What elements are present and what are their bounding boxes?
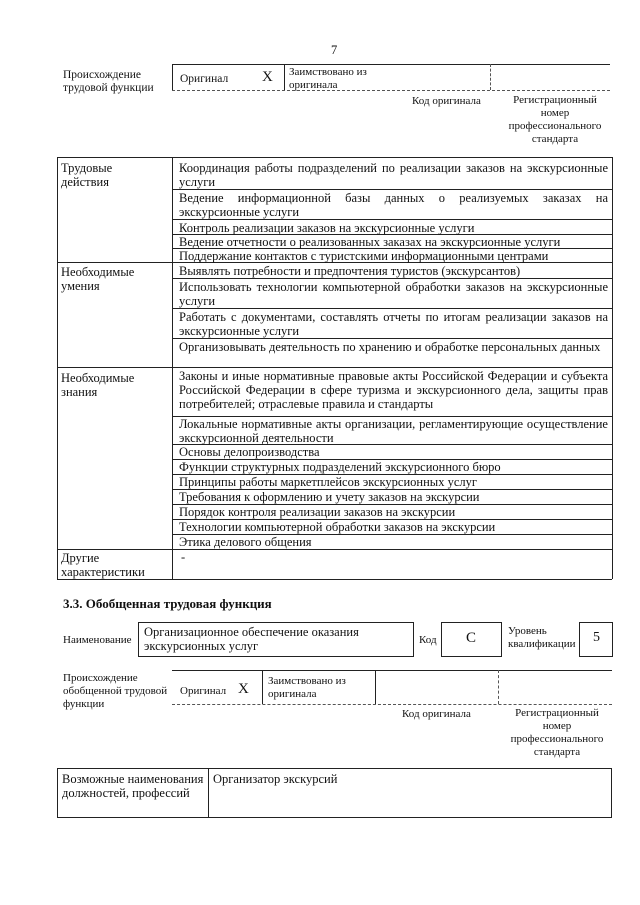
borrowed-label: Заимствовано из оригинала xyxy=(289,66,367,91)
knowledge-item: Порядок контроля реализации заказов на экскурсии xyxy=(179,505,456,519)
code-value: С xyxy=(466,630,477,646)
action-item: Ведение информационной базы данных о реализуемых заказах на экскурсионные услуги xyxy=(179,191,608,219)
knowledge-item: Функции структурных подразделений экскурсионного бюро xyxy=(179,460,501,474)
knowledge-item: Технологии компьютерной обработки заказов на экскурсии xyxy=(179,520,496,534)
skill-item: Организовывать деятельность по хранению и обработке персональных данных xyxy=(179,340,601,354)
other-label: Другие характеристики xyxy=(61,551,145,579)
original-mark: X xyxy=(238,681,249,697)
other-value: - xyxy=(181,550,186,564)
name-value: Организационное обеспечение оказания экскурсионных услуг xyxy=(144,625,359,653)
action-item: Координация работы подразделений по реализации заказов на экскурсионные услуги xyxy=(179,161,608,189)
knowledge-item: Законы и иные нормативные правовые акты Российской Федерации и субъекта Российской Федерации в сфере туризма и экскурсионного дела, защиты прав потребителей; отраслевые правила и стандарты xyxy=(179,369,608,411)
knowledge-item: Основы делопроизводства xyxy=(179,445,320,459)
code-label: Код xyxy=(419,634,437,646)
skills-label: Необходимые умения xyxy=(61,265,135,293)
knowledge-item: Требования к оформлению и учету заказов на экскурсии xyxy=(179,490,480,504)
skill-item: Выявлять потребности и предпочтения туристов (экскурсантов) xyxy=(179,264,521,278)
positions-value: Организатор экскурсий xyxy=(213,772,338,786)
action-item: Ведение отчетности о реализованных заказах на экскурсионные услуги xyxy=(179,235,561,249)
action-item: Контроль реализации заказов на экскурсионные услуги xyxy=(179,221,475,235)
original-label: Оригинал xyxy=(180,73,229,85)
code-original-label: Код оригинала xyxy=(402,708,471,720)
skill-item: Использовать технологии компьютерной обработки заказов на экскурсионные услуги xyxy=(179,280,608,308)
origin-label: Происхождение трудовой функции xyxy=(63,69,154,94)
name-label: Наименование xyxy=(63,634,132,646)
knowledge-item: Этика делового общения xyxy=(179,535,312,549)
level-value: 5 xyxy=(593,630,600,645)
skill-item: Работать с документами, составлять отчеты по итогам реализации заказов на экскурсионные услуги xyxy=(179,310,608,338)
original-mark: X xyxy=(262,69,273,85)
positions-label: Возможные наименования должностей, профессий xyxy=(62,772,204,800)
original-label: Оригинал xyxy=(180,685,227,697)
section-title: 3.3. Обобщенная трудовая функция xyxy=(63,596,272,611)
borrowed-label: Заимствовано из оригинала xyxy=(268,675,346,700)
actions-label: Трудовые действия xyxy=(61,161,113,189)
knowledge-item: Принципы работы маркетплейсов экскурсионных услуг xyxy=(179,475,477,489)
level-label: Уровень квалификации xyxy=(508,625,576,650)
reg-number-label: Регистрационный номер профессионального стандарта xyxy=(510,707,604,758)
origin-label: Происхождение обобщенной трудовой функции xyxy=(63,672,168,710)
reg-number-label: Регистрационный номер профессионального стандарта xyxy=(508,94,602,145)
page-number: 7 xyxy=(331,43,338,57)
action-item: Поддержание контактов с туристскими информационными центрами xyxy=(179,249,549,263)
knowledge-label: Необходимые знания xyxy=(61,371,135,399)
code-original-label: Код оригинала xyxy=(412,95,481,107)
knowledge-item: Локальные нормативные акты организации, регламентирующие осуществление экскурсионной деятельности xyxy=(179,417,608,445)
